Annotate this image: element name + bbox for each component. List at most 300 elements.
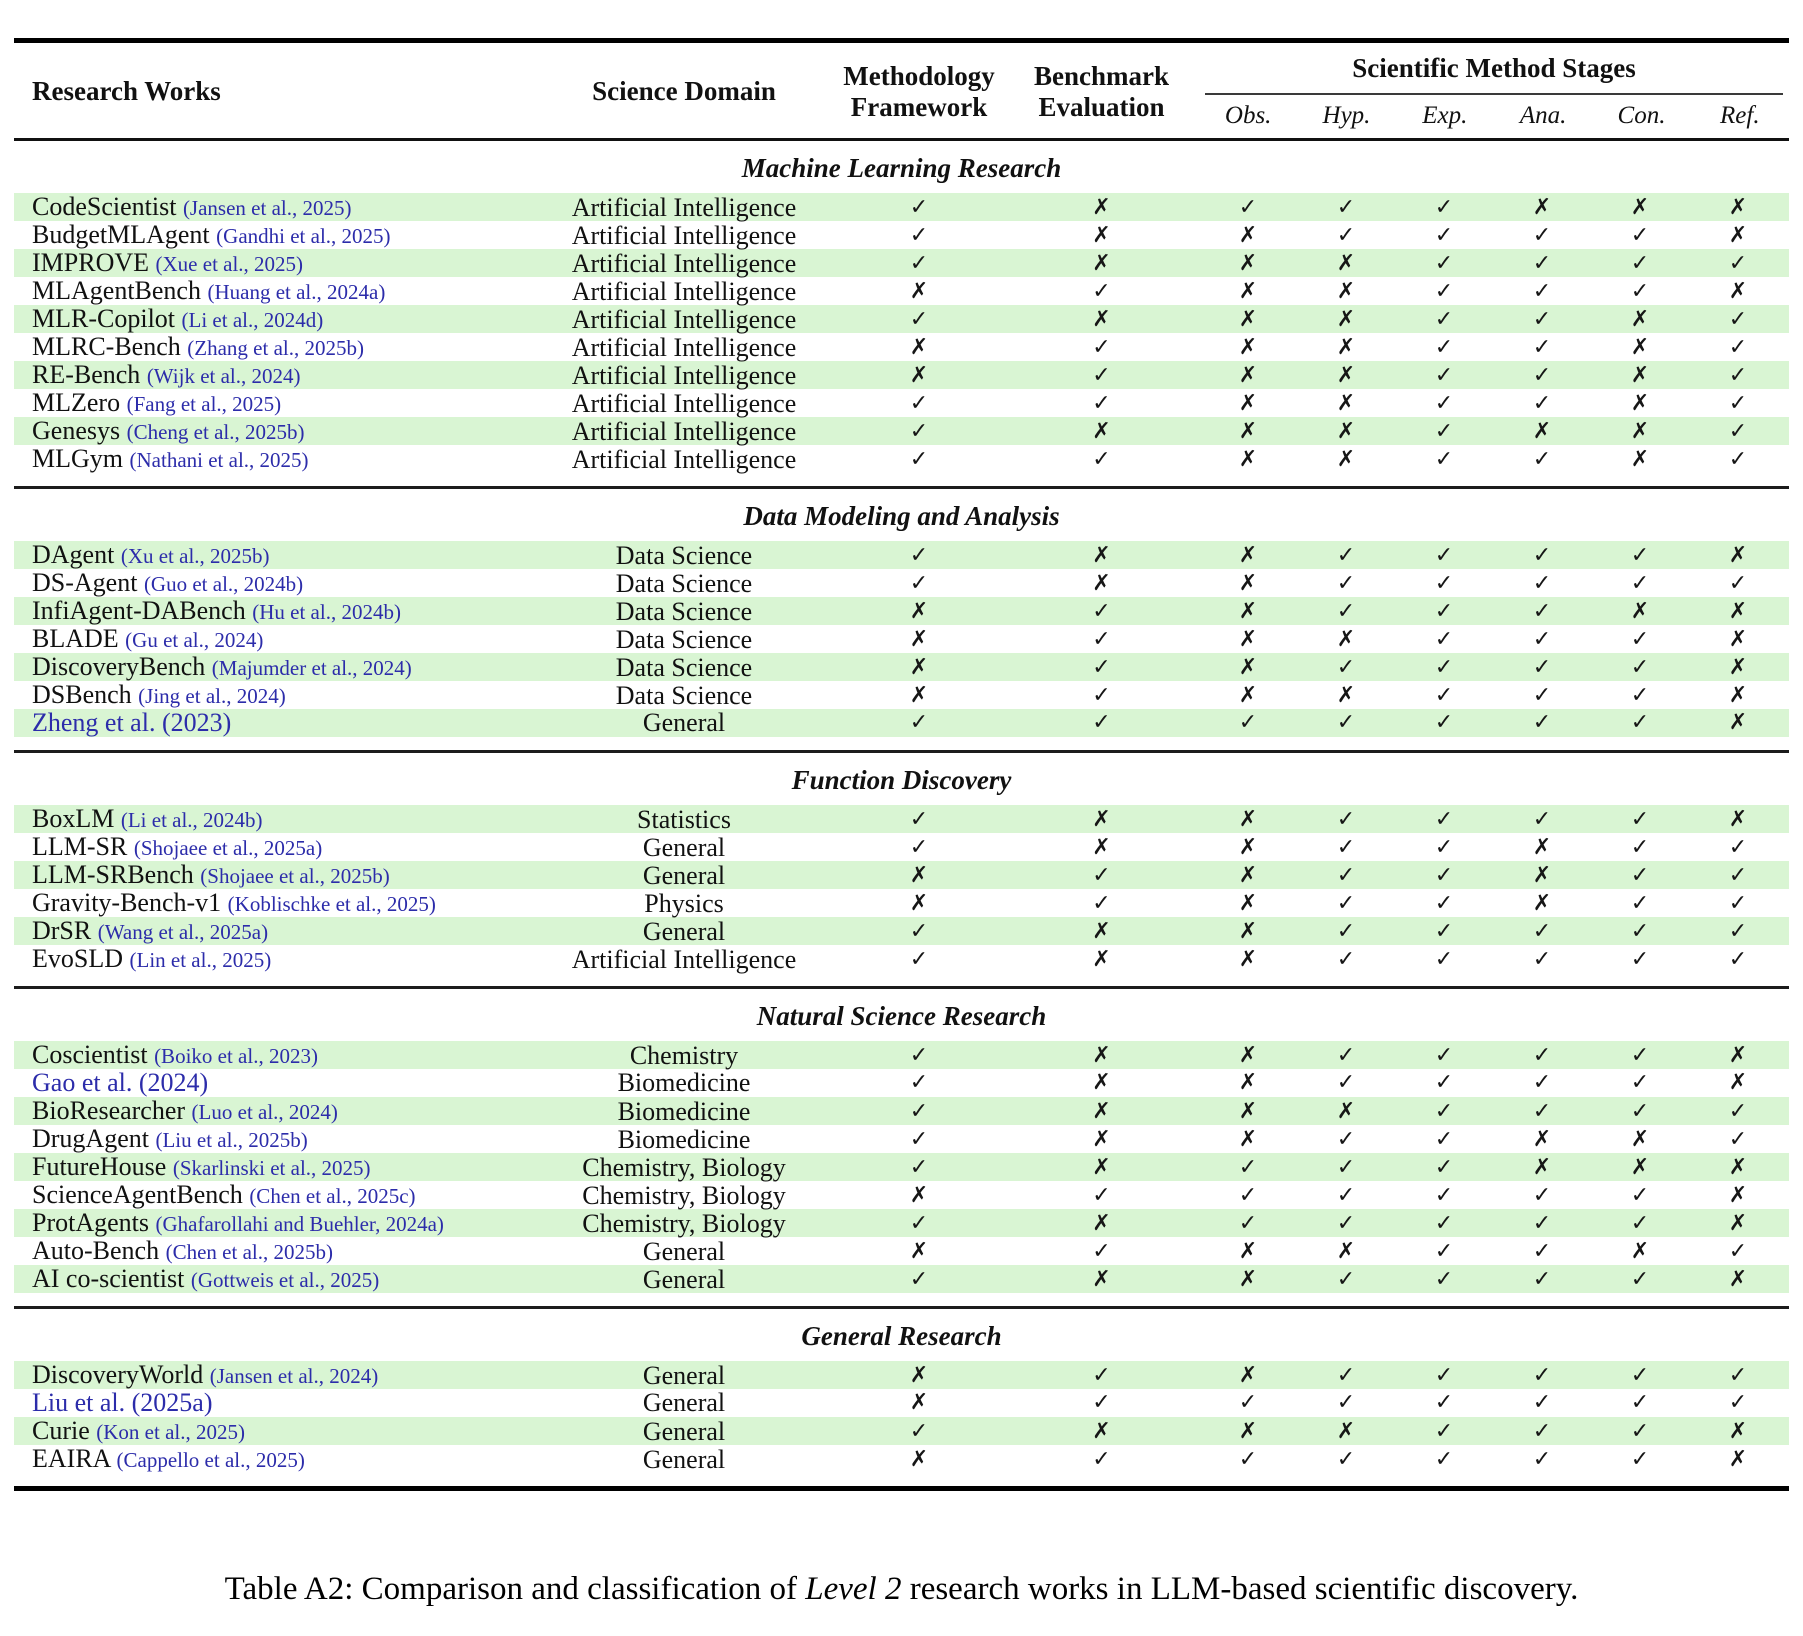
- check-mark: ✓: [1092, 890, 1111, 916]
- table-row: [14, 1237, 1789, 1265]
- citation-link[interactable]: (Boiko et al., 2023): [154, 1044, 318, 1068]
- citation-link[interactable]: (Cheng et al., 2025b): [126, 420, 305, 444]
- check-mark: ✓: [1092, 598, 1111, 624]
- cross-mark: ✗: [1336, 306, 1356, 332]
- check-mark: ✓: [1728, 250, 1748, 276]
- check-mark: ✓: [1728, 1362, 1748, 1388]
- work-name: DiscoveryBench: [32, 652, 206, 681]
- cross-mark: ✗: [909, 654, 929, 680]
- work-name: DS-Agent: [32, 568, 138, 597]
- cross-mark: ✗: [909, 1362, 929, 1388]
- cross-mark: ✗: [1092, 1266, 1111, 1292]
- cross-mark: ✗: [1336, 1238, 1356, 1264]
- cross-mark: ✗: [1728, 542, 1748, 568]
- work-cell: [14, 333, 534, 362]
- check-mark: ✓: [1336, 890, 1356, 916]
- work-cell: [14, 597, 534, 626]
- citation-link[interactable]: (Koblischke et al., 2025): [227, 892, 436, 916]
- table-row: [14, 305, 1789, 333]
- cross-mark: ✗: [909, 362, 929, 388]
- check-mark: ✓: [1630, 626, 1650, 652]
- citation-link[interactable]: (Wang et al., 2025a): [97, 920, 269, 944]
- work-name: RE-Bench: [32, 360, 141, 389]
- table-row: [14, 541, 1789, 569]
- check-mark: ✓: [1532, 682, 1552, 708]
- cross-mark: ✗: [1238, 306, 1258, 332]
- science-domain: General: [642, 708, 726, 737]
- check-mark: ✓: [1728, 306, 1748, 332]
- table-row: [14, 569, 1789, 597]
- check-mark: ✓: [1532, 806, 1552, 832]
- check-mark: ✓: [1532, 710, 1552, 735]
- cross-mark: ✗: [1238, 334, 1258, 360]
- check-mark: ✓: [1630, 1182, 1650, 1208]
- check-mark: ✓: [1092, 278, 1111, 304]
- citation-link[interactable]: (Lin et al., 2025): [129, 948, 272, 972]
- work-name: MLAgentBench: [32, 276, 201, 305]
- cross-mark: ✗: [1238, 1126, 1258, 1152]
- science-domain: Physics: [644, 888, 724, 918]
- citation-link[interactable]: (Luo et al., 2024): [191, 1100, 338, 1124]
- table-row: [14, 917, 1789, 945]
- cross-mark: ✗: [909, 334, 929, 360]
- cross-mark: ✗: [1336, 626, 1356, 652]
- cross-mark: ✗: [1336, 1098, 1356, 1124]
- check-mark: ✓: [1532, 446, 1552, 472]
- check-mark: ✓: [909, 1154, 929, 1180]
- check-mark: ✓: [1336, 1210, 1356, 1236]
- cross-mark: ✗: [1238, 1098, 1258, 1124]
- work-cell: [14, 833, 534, 862]
- work-name: MLR-Copilot: [32, 304, 176, 333]
- check-mark: ✓: [1434, 1210, 1454, 1236]
- cross-mark: ✗: [1532, 890, 1552, 916]
- check-mark: ✓: [1336, 194, 1356, 220]
- cross-mark: ✗: [1728, 1418, 1748, 1444]
- check-mark: ✓: [1434, 1390, 1454, 1415]
- check-mark: ✓: [1630, 862, 1650, 888]
- work-cell: [14, 1125, 534, 1154]
- science-domain: Chemistry, Biology: [582, 1208, 786, 1238]
- cross-mark: ✗: [909, 1390, 929, 1415]
- citation-link[interactable]: Gao et al. (2024): [32, 1068, 209, 1097]
- check-mark: ✓: [1092, 710, 1111, 735]
- cross-mark: ✗: [1630, 306, 1650, 332]
- science-domain: General: [642, 832, 726, 862]
- table-row: [14, 389, 1789, 417]
- check-mark: ✓: [1092, 390, 1111, 416]
- table-row: [14, 597, 1789, 625]
- science-domain: General: [642, 1444, 726, 1474]
- citation-link[interactable]: Liu et al. (2025a): [32, 1388, 213, 1417]
- table-row: [14, 625, 1789, 653]
- stage-label: Ref.: [1720, 102, 1760, 129]
- table-caption: Table A2: Comparison and classification of Level 2 research works in LLM-based scientific discovery.: [224, 1571, 1579, 1607]
- cross-mark: ✗: [1238, 806, 1258, 832]
- science-domain: General: [642, 1416, 726, 1446]
- check-mark: ✓: [1532, 1210, 1552, 1236]
- check-mark: ✓: [1630, 1418, 1650, 1444]
- section-title: General Research: [801, 1321, 1002, 1351]
- cross-mark: ✗: [1092, 418, 1111, 444]
- check-mark: ✓: [1532, 1070, 1552, 1095]
- science-domain: Chemistry, Biology: [582, 1180, 786, 1210]
- check-mark: ✓: [1630, 890, 1650, 916]
- table-body: [14, 141, 1789, 1491]
- comparison-table: [14, 38, 1789, 1491]
- cross-mark: ✗: [1630, 1126, 1650, 1152]
- cross-mark: ✗: [1728, 1266, 1748, 1292]
- cross-mark: ✗: [1092, 1418, 1111, 1444]
- citation-link[interactable]: (Chen et al., 2025c): [249, 1184, 416, 1208]
- citation-link[interactable]: (Jansen et al., 2024): [209, 1364, 379, 1388]
- check-mark: ✓: [1630, 806, 1650, 832]
- table-row: [14, 833, 1789, 861]
- check-mark: ✓: [1336, 1390, 1356, 1415]
- check-mark: ✓: [1728, 1238, 1748, 1264]
- table-row: [14, 1069, 1789, 1097]
- science-domain: Artificial Intelligence: [571, 276, 797, 306]
- check-mark: ✓: [1630, 250, 1650, 276]
- cross-mark: ✗: [1092, 1154, 1111, 1180]
- check-mark: ✓: [909, 542, 929, 568]
- check-mark: ✓: [1630, 542, 1650, 568]
- check-mark: ✓: [1336, 654, 1356, 680]
- cross-mark: ✗: [1532, 194, 1552, 220]
- cross-mark: ✗: [1630, 598, 1650, 624]
- check-mark: ✓: [1238, 194, 1258, 220]
- work-cell: [14, 541, 534, 570]
- work-name: MLRC-Bench: [32, 332, 181, 361]
- check-mark: ✓: [1728, 834, 1748, 860]
- work-name: DAgent: [32, 540, 115, 569]
- cross-mark: ✗: [1238, 250, 1258, 276]
- check-mark: ✓: [1434, 1182, 1454, 1208]
- citation-link[interactable]: (Gu et al., 2024): [125, 628, 264, 652]
- citation-link[interactable]: Zheng et al. (2023): [32, 708, 232, 737]
- citation-link[interactable]: (Majumder et al., 2024): [211, 656, 412, 680]
- citation-link[interactable]: (Li et al., 2024d): [181, 308, 324, 332]
- cross-mark: ✗: [1728, 1070, 1748, 1095]
- section-title: Function Discovery: [791, 765, 1012, 795]
- check-mark: ✓: [1630, 1390, 1650, 1415]
- stages-underline-rule: [1205, 93, 1783, 95]
- check-mark: ✓: [1630, 918, 1650, 944]
- table-row: [14, 1265, 1789, 1293]
- check-mark: ✓: [1336, 598, 1356, 624]
- cross-mark: ✗: [1238, 1418, 1258, 1444]
- citation-link[interactable]: (Jansen et al., 2025): [182, 196, 352, 220]
- check-mark: ✓: [909, 194, 929, 220]
- table-row: [14, 361, 1789, 389]
- cross-mark: ✗: [1238, 918, 1258, 944]
- check-mark: ✓: [909, 306, 929, 332]
- science-domain: General: [642, 1388, 726, 1417]
- work-name: CodeScientist: [32, 192, 177, 221]
- check-mark: ✓: [1434, 1266, 1454, 1292]
- check-mark: ✓: [1532, 1266, 1552, 1292]
- citation-link[interactable]: (Gottweis et al., 2025): [190, 1268, 380, 1292]
- cross-mark: ✗: [1532, 418, 1552, 444]
- check-mark: ✓: [1630, 1210, 1650, 1236]
- table-row: [14, 805, 1789, 833]
- check-mark: ✓: [1728, 890, 1748, 916]
- cross-mark: ✗: [1630, 446, 1650, 472]
- check-mark: ✓: [1532, 570, 1552, 596]
- science-domain: Artificial Intelligence: [571, 248, 797, 278]
- citation-link[interactable]: (Wijk et al., 2024): [146, 364, 301, 388]
- check-mark: ✓: [1434, 626, 1454, 652]
- citation-link[interactable]: (Hu et al., 2024b): [252, 600, 401, 624]
- cross-mark: ✗: [1092, 918, 1111, 944]
- cross-mark: ✗: [909, 1182, 929, 1208]
- citation-link[interactable]: (Ghafarollahi and Buehler, 2024a): [155, 1212, 444, 1236]
- check-mark: ✓: [1336, 1154, 1356, 1180]
- check-mark: ✓: [1728, 1126, 1748, 1152]
- table-row: [14, 1181, 1789, 1209]
- check-mark: ✓: [1336, 1266, 1356, 1292]
- citation-link[interactable]: (Jing et al., 2024): [138, 684, 286, 708]
- check-mark: ✓: [1532, 542, 1552, 568]
- science-domain: Data Science: [615, 540, 753, 570]
- cross-mark: ✗: [1728, 1182, 1748, 1208]
- cross-mark: ✗: [1728, 710, 1748, 735]
- check-mark: ✓: [1434, 1362, 1454, 1388]
- cross-mark: ✗: [1238, 862, 1258, 888]
- stage-label: Ana.: [1519, 102, 1567, 129]
- check-mark: ✓: [909, 418, 929, 444]
- cross-mark: ✗: [1532, 862, 1552, 888]
- work-cell: [14, 1041, 534, 1070]
- work-cell: [14, 1097, 534, 1126]
- check-mark: ✓: [1336, 1070, 1356, 1095]
- check-mark: ✓: [1728, 446, 1748, 472]
- header-research-works: Research Works: [32, 76, 221, 107]
- check-mark: ✓: [1336, 946, 1356, 972]
- cross-mark: ✗: [1630, 362, 1650, 388]
- cross-mark: ✗: [1092, 1070, 1111, 1095]
- table-row: [14, 445, 1789, 473]
- cross-mark: ✗: [1238, 626, 1258, 652]
- work-cell: [14, 653, 534, 682]
- check-mark: ✓: [1336, 570, 1356, 596]
- citation-link[interactable]: (Li et al., 2024b): [120, 808, 263, 832]
- check-mark: ✓: [909, 1210, 929, 1236]
- work-name: Coscientist: [32, 1040, 148, 1069]
- work-cell: [14, 389, 534, 418]
- check-mark: ✓: [1630, 1098, 1650, 1124]
- check-mark: ✓: [1532, 1446, 1552, 1472]
- cross-mark: ✗: [1532, 834, 1552, 860]
- cross-mark: ✗: [1238, 390, 1258, 416]
- stage-label: Exp.: [1422, 102, 1468, 129]
- stage-label: Obs.: [1224, 102, 1272, 129]
- table-row: [14, 653, 1789, 681]
- check-mark: ✓: [1434, 682, 1454, 708]
- cross-mark: ✗: [1728, 1210, 1748, 1236]
- citation-link[interactable]: (Xue et al., 2025): [155, 252, 304, 276]
- check-mark: ✓: [1532, 1362, 1552, 1388]
- science-domain: Artificial Intelligence: [571, 332, 797, 362]
- check-mark: ✓: [1630, 654, 1650, 680]
- science-domain: Artificial Intelligence: [571, 360, 797, 390]
- check-mark: ✓: [1238, 1154, 1258, 1180]
- table-row: [14, 1041, 1789, 1069]
- cross-mark: ✗: [1336, 682, 1356, 708]
- work-name: BLADE: [32, 624, 119, 653]
- citation-link[interactable]: (Shojaee et al., 2025a): [133, 836, 323, 860]
- citation-link[interactable]: (Xu et al., 2025b): [120, 544, 270, 568]
- work-cell: [14, 805, 534, 834]
- cross-mark: ✗: [1728, 278, 1748, 304]
- work-cell: [14, 917, 534, 946]
- citation-link[interactable]: (Shojaee et al., 2025b): [200, 864, 390, 888]
- check-mark: ✓: [1630, 946, 1650, 972]
- cross-mark: ✗: [1092, 1098, 1111, 1124]
- check-mark: ✓: [1630, 570, 1650, 596]
- work-name: BoxLM: [32, 804, 115, 833]
- citation-link[interactable]: (Kon et al., 2025): [96, 1420, 245, 1444]
- science-domain: Artificial Intelligence: [571, 416, 797, 446]
- check-mark: ✓: [1092, 1238, 1111, 1264]
- check-mark: ✓: [1728, 362, 1748, 388]
- check-mark: ✓: [1728, 1098, 1748, 1124]
- check-mark: ✓: [909, 1070, 929, 1095]
- check-mark: ✓: [1532, 334, 1552, 360]
- check-mark: ✓: [1532, 222, 1552, 248]
- header-benchmark-evaluation: Benchmark Evaluation: [1034, 61, 1169, 122]
- check-mark: ✓: [909, 570, 929, 596]
- check-mark: ✓: [1630, 710, 1650, 735]
- work-cell: [14, 1237, 534, 1266]
- cross-mark: ✗: [1238, 1266, 1258, 1292]
- cross-mark: ✗: [1532, 1126, 1552, 1152]
- check-mark: ✓: [1532, 946, 1552, 972]
- cross-mark: ✗: [1238, 834, 1258, 860]
- check-mark: ✓: [909, 1418, 929, 1444]
- stage-label: Con.: [1617, 102, 1666, 129]
- cross-mark: ✗: [1238, 1042, 1258, 1068]
- cross-mark: ✗: [909, 626, 929, 652]
- check-mark: ✓: [1434, 1098, 1454, 1124]
- cross-mark: ✗: [1238, 446, 1258, 472]
- work-name: InfiAgent-DABench: [32, 596, 246, 625]
- cross-mark: ✗: [1238, 418, 1258, 444]
- table-row: [14, 333, 1789, 361]
- check-mark: ✓: [1092, 1182, 1111, 1208]
- citation-link[interactable]: (Liu et al., 2025b): [155, 1128, 308, 1152]
- check-mark: ✓: [1728, 1390, 1748, 1415]
- cross-mark: ✗: [909, 862, 929, 888]
- citation-link[interactable]: (Cappello et al., 2025): [116, 1448, 305, 1472]
- header-methodology-framework: Methodology Framework: [843, 61, 995, 122]
- check-mark: ✓: [1336, 918, 1356, 944]
- check-mark: ✓: [1434, 334, 1454, 360]
- citation-link[interactable]: (Nathani et al., 2025): [129, 448, 309, 472]
- section-title: Data Modeling and Analysis: [743, 501, 1060, 531]
- check-mark: ✓: [1434, 710, 1454, 735]
- citation-link[interactable]: (Zhang et al., 2025b): [187, 336, 364, 360]
- citation-link[interactable]: (Skarlinski et al., 2025): [172, 1156, 371, 1180]
- table-row: [14, 709, 1789, 737]
- cross-mark: ✗: [1630, 1238, 1650, 1264]
- check-mark: ✓: [1434, 1154, 1454, 1180]
- check-mark: ✓: [1532, 654, 1552, 680]
- cross-mark: ✗: [1630, 1154, 1650, 1180]
- table-row: [14, 277, 1789, 305]
- cross-mark: ✗: [1336, 362, 1356, 388]
- cross-mark: ✗: [1728, 1446, 1748, 1472]
- cross-mark: ✗: [1092, 806, 1111, 832]
- check-mark: ✓: [1532, 626, 1552, 652]
- science-domain: Data Science: [615, 680, 753, 710]
- citation-link[interactable]: (Chen et al., 2025b): [165, 1240, 333, 1264]
- citation-link[interactable]: (Fang et al., 2025): [126, 392, 282, 416]
- work-name: Gravity-Bench-v1: [32, 888, 222, 917]
- work-cell: [14, 417, 534, 446]
- science-domain: General: [642, 860, 726, 890]
- check-mark: ✓: [909, 1098, 929, 1124]
- citation-link[interactable]: (Guo et al., 2024b): [143, 572, 304, 596]
- cross-mark: ✗: [1728, 1042, 1748, 1068]
- cross-mark: ✗: [1630, 334, 1650, 360]
- stage-label: Hyp.: [1322, 102, 1371, 129]
- cross-mark: ✗: [1092, 1210, 1111, 1236]
- work-name: BioResearcher: [32, 1096, 186, 1125]
- cross-mark: ✗: [1238, 278, 1258, 304]
- citation-link[interactable]: (Huang et al., 2024a): [207, 280, 386, 304]
- cross-mark: ✗: [1336, 250, 1356, 276]
- table-row: [14, 1153, 1789, 1181]
- check-mark: ✓: [1532, 1418, 1552, 1444]
- check-mark: ✓: [1532, 278, 1552, 304]
- check-mark: ✓: [1238, 1210, 1258, 1236]
- table-row: [14, 417, 1789, 445]
- cross-mark: ✗: [909, 1238, 929, 1264]
- work-name: Genesys: [32, 416, 121, 445]
- check-mark: ✓: [1532, 1390, 1552, 1415]
- table-bottom-rule: [14, 1486, 1789, 1491]
- check-mark: ✓: [909, 1266, 929, 1292]
- work-cell: [14, 361, 534, 390]
- check-mark: ✓: [1092, 1390, 1111, 1415]
- table-row: [14, 681, 1789, 709]
- cross-mark: ✗: [1238, 946, 1258, 972]
- check-mark: ✓: [909, 250, 929, 276]
- cross-mark: ✗: [1238, 222, 1258, 248]
- science-domain: Artificial Intelligence: [571, 388, 797, 418]
- science-domain: General: [642, 1264, 726, 1294]
- header-science-domain: Science Domain: [592, 76, 776, 107]
- check-mark: ✓: [1532, 918, 1552, 944]
- science-domain: Artificial Intelligence: [571, 220, 797, 250]
- table-row: [14, 1209, 1789, 1237]
- science-domain: Artificial Intelligence: [571, 304, 797, 334]
- check-mark: ✓: [1238, 710, 1258, 735]
- check-mark: ✓: [909, 946, 929, 972]
- check-mark: ✓: [1336, 542, 1356, 568]
- citation-link[interactable]: (Gandhi et al., 2025): [216, 224, 391, 248]
- science-domain: General: [642, 1360, 726, 1390]
- work-name: ScienceAgentBench: [32, 1180, 243, 1209]
- work-name: DiscoveryWorld: [32, 1360, 204, 1389]
- check-mark: ✓: [1434, 1070, 1454, 1095]
- check-mark: ✓: [909, 1126, 929, 1152]
- check-mark: ✓: [1434, 946, 1454, 972]
- check-mark: ✓: [1238, 1446, 1258, 1472]
- check-mark: ✓: [1728, 946, 1748, 972]
- cross-mark: ✗: [1728, 222, 1748, 248]
